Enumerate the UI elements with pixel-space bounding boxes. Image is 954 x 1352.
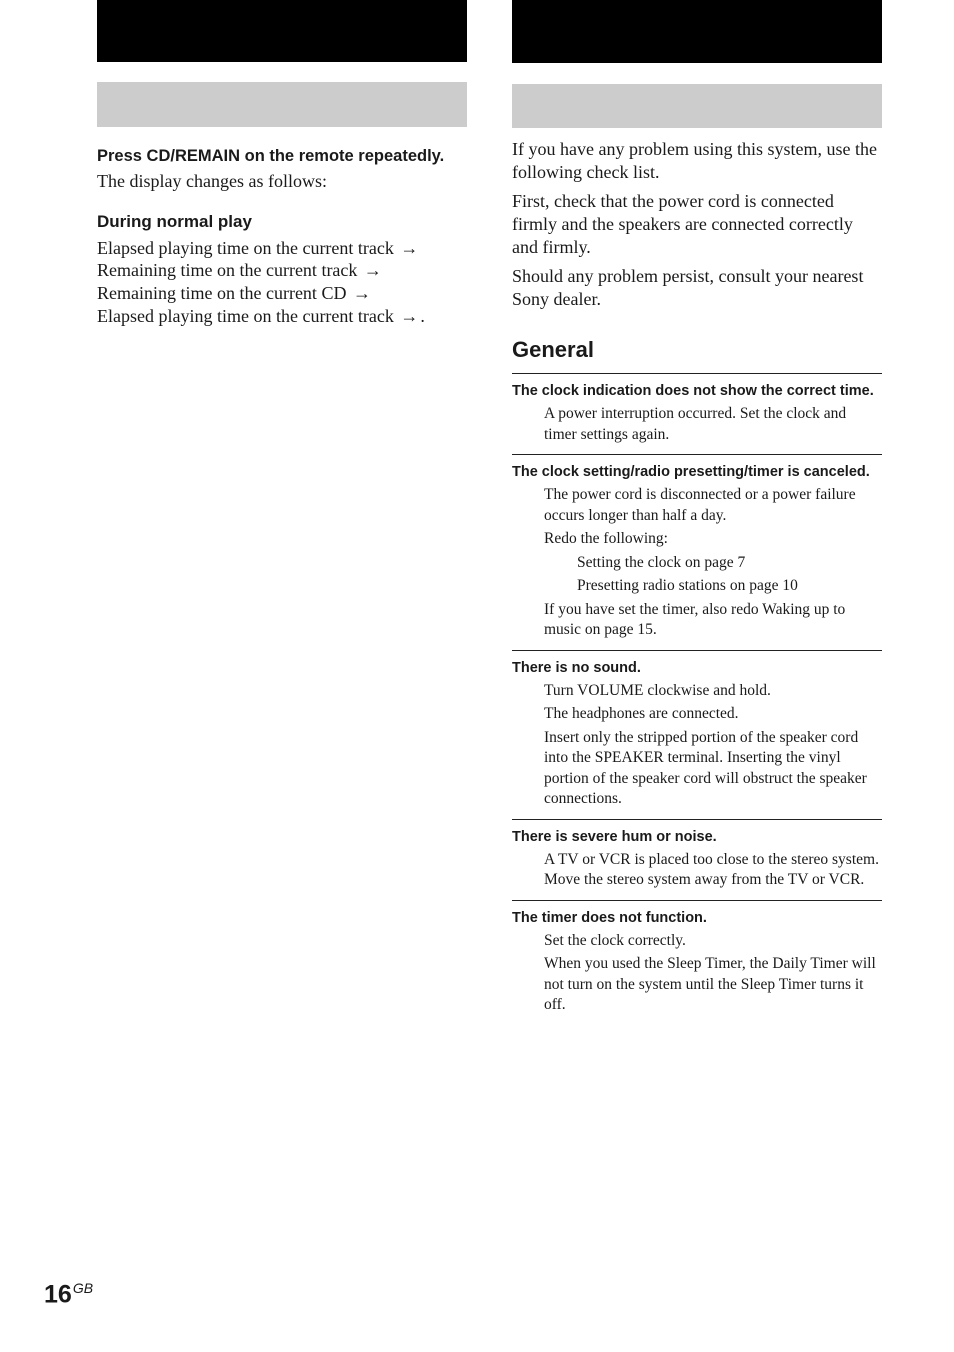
solution-text: The power cord is disconnected or a power failure occurs longer than half a day. (544, 486, 856, 524)
solution-text: Redo the following: (544, 530, 668, 547)
intro-paragraph: Should any problem persist, consult your nearest Sony dealer. (512, 266, 864, 309)
left-header-bar (97, 0, 467, 62)
sequence-line: Elapsed playing time on the current track → (97, 237, 419, 258)
problem-title: The timer does not function. (512, 909, 707, 926)
sequence-line: Elapsed playing time on the current track → . (97, 305, 425, 326)
arrow-right-icon: → (363, 260, 382, 281)
solution-text: If you have set the timer, also redo Waking up to music on page 15. (544, 600, 846, 638)
solution-text: The headphones are connected. (544, 705, 739, 722)
solution-text: A power interruption occurred. Set the clock and timer settings again. (544, 405, 847, 443)
left-column (97, 145, 467, 327)
solution-text: A TV or VCR is placed too close to the stereo system. Move the stereo system away from the TV or VCR. (544, 850, 879, 888)
problem-item (512, 900, 882, 1025)
display-sequence (97, 237, 467, 328)
arrow-right-icon: → (352, 282, 371, 303)
left-subheader-bar (97, 82, 467, 127)
solution-text: Set the clock correctly. (544, 931, 686, 949)
intro-paragraph: First, check that the power cord is connected firmly and the speakers are connected correctly and firmly. (512, 191, 853, 257)
solution-text: Turn VOLUME clockwise and hold. (544, 681, 771, 699)
right-subheader-bar (512, 84, 882, 128)
solution-sub-item: Setting the clock on page 7 (577, 553, 746, 571)
page-number: $16^{GB}$ (44, 1280, 94, 1309)
intro-paragraph: If you have any problem using this system, use the following check list. (512, 139, 877, 182)
problem-item (512, 454, 882, 650)
solution-text: Insert only the stripped portion of the speaker cord into the SPEAKER terminal. Inserting the vinyl portion of the speaker cord will obstruct the speaker connections. (544, 728, 867, 807)
sequence-line: Remaining time on the current CD → (97, 282, 371, 303)
right-column (512, 138, 882, 1025)
page-suffix: GB (72, 1280, 94, 1296)
section-title-general: General (512, 337, 594, 362)
arrow-right-icon: → (400, 305, 419, 326)
problem-item (512, 650, 882, 819)
arrow-right-icon: → (400, 237, 419, 258)
problem-title: There is no sound. (512, 659, 641, 676)
step-body: The display changes as follows: (97, 171, 327, 191)
sequence-end: . (420, 305, 425, 326)
problem-item (512, 819, 882, 900)
solution-text: When you used the Sleep Timer, the Daily Timer will not turn on the system until the Sleep Timer turns it off. (544, 955, 876, 1013)
problem-title: There is severe hum or noise. (512, 828, 717, 845)
problem-title: The clock setting/radio presetting/timer is canceled. (512, 464, 870, 480)
problem-title: The clock indication does not show the correct time. (512, 383, 874, 399)
right-header-bar (512, 0, 882, 63)
solution-sub-item: Presetting radio stations on page 10 (577, 577, 798, 594)
problem-item (512, 373, 882, 454)
sequence-line: Remaining time on the current track → (97, 260, 382, 281)
normal-play-heading: During normal play (97, 211, 252, 231)
step-heading: Press CD/REMAIN on the remote repeatedly. (97, 147, 445, 165)
